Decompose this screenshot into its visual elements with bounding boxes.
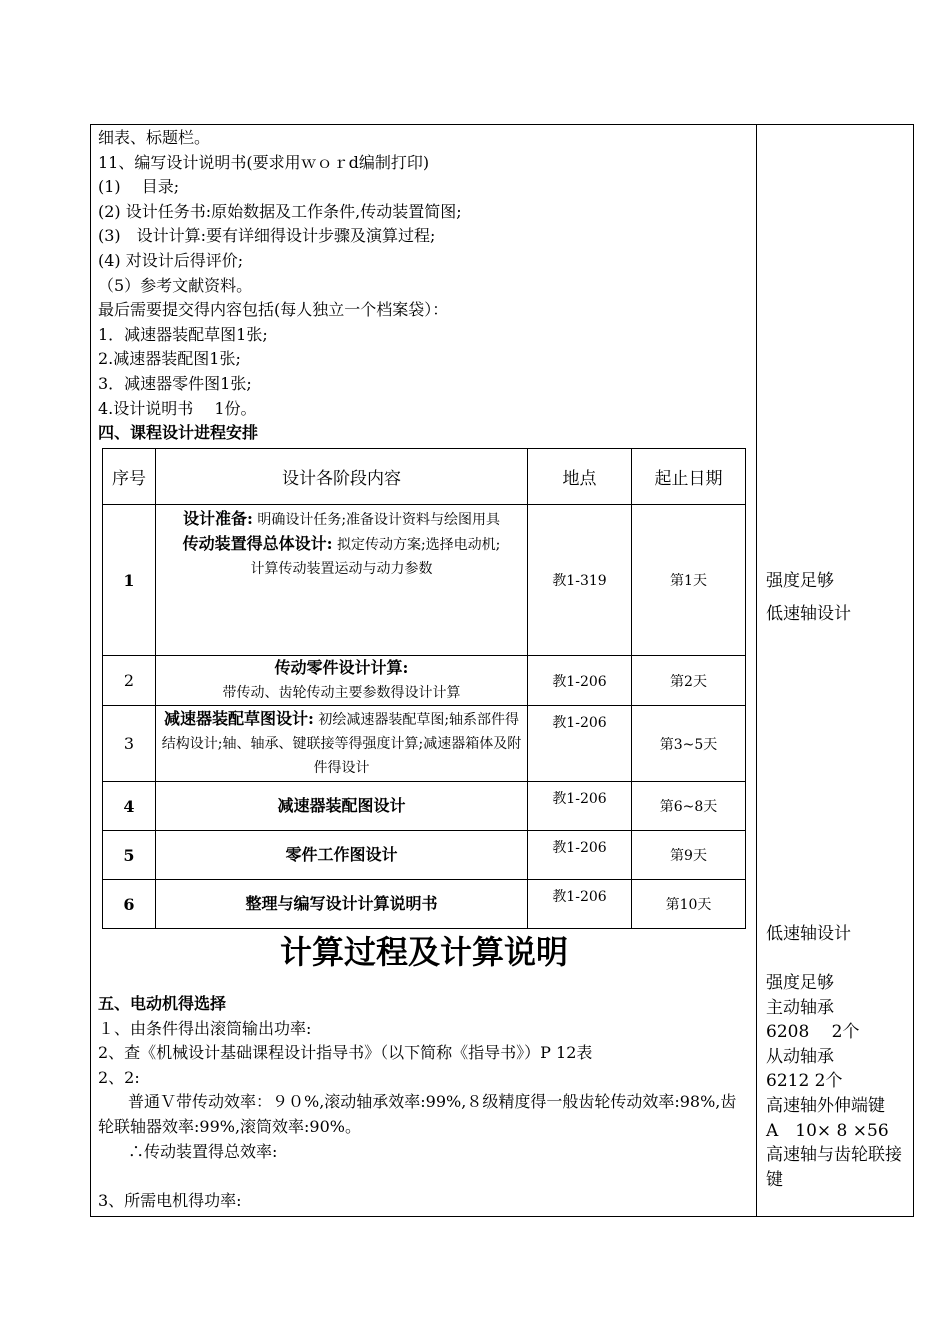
text-line: 最后需要提交得内容包括(每人独立一个档案袋）：: [98, 300, 449, 320]
header-cell: 起止日期: [632, 449, 746, 505]
row-content: [156, 656, 528, 706]
side-note: 强度足够: [766, 571, 834, 591]
blank-line: [98, 1164, 750, 1189]
column-divider: [756, 124, 757, 1217]
table-row: [103, 706, 746, 782]
row-date: 第3~5天: [632, 706, 746, 782]
row-number: 3: [103, 706, 156, 782]
side-note: A 10× 8 ×56: [766, 1120, 889, 1141]
row-date: 第9天: [632, 831, 746, 880]
side-note: 低速轴设计: [766, 604, 851, 624]
table-row: [103, 782, 746, 831]
side-note: 低速轴设计: [766, 924, 851, 944]
side-note: 强度足够: [766, 973, 834, 993]
main-column: [98, 126, 750, 446]
section-heading: 四、课程设计进程安排: [98, 423, 259, 443]
side-note: 6212 2个: [766, 1071, 843, 1092]
row-location: 教1-206: [528, 706, 632, 782]
text-line: (3) 设计计算:要有详细得设计步骤及演算过程;: [98, 226, 436, 246]
paragraph: 普通Ｖ带传动效率：９０%,滚动轴承效率:99%,８级精度得一般齿轮传动效率:98%,齿轮联轴器效率:99%,滚筒效率:90%。: [98, 1092, 737, 1136]
text-line: 2.减速器装配图1张;: [98, 349, 241, 369]
side-note: 从动轴承: [766, 1046, 834, 1067]
content-part: 计算传动装置运动与动力参数: [250, 561, 433, 577]
row-content: 整理与编写设计计算说明书: [156, 880, 528, 929]
row-number: 1: [103, 505, 156, 656]
row-number: 2: [103, 656, 156, 706]
row-date: 第1天: [632, 505, 746, 656]
text-line: 1．减速器装配草图1张;: [98, 324, 268, 344]
row-location: 教1-206: [528, 880, 632, 929]
side-note: 主动轴承: [766, 997, 834, 1018]
section-heading: 五、电动机得选择: [98, 994, 227, 1013]
header-cell: 地点: [528, 449, 632, 505]
text-line: 2、查《机械设计基础课程设计指导书》（以下简称《指导书》）P 12表: [98, 1043, 593, 1063]
text-line: 3、所需电机得功率:: [98, 1190, 242, 1210]
row-location: 教1-206: [528, 782, 632, 831]
content-part: 传动装置得总体设计: 拟定传动方案;选择电动机;: [182, 534, 501, 553]
table-row: [103, 880, 746, 929]
text-line: １、由条件得出滚筒输出功率:: [98, 1018, 312, 1038]
row-number: 6: [103, 880, 156, 929]
row-date: 第6~8天: [632, 782, 746, 831]
content-part: 传动零件设计计算:: [274, 658, 409, 677]
page-title: 计算过程及计算说明: [279, 933, 568, 971]
row-location: 教1-206: [528, 831, 632, 880]
text-line: ∴传动装置得总效率:: [128, 1141, 278, 1161]
row-date: 第2天: [632, 656, 746, 706]
text-line: (1) 目录;: [98, 177, 180, 197]
table-row: [103, 505, 746, 656]
header-cell: 序号: [103, 449, 156, 505]
text-line: 细表、标题栏。: [98, 128, 211, 147]
side-note: 6208 2个: [766, 1022, 860, 1043]
row-content: [156, 706, 528, 782]
row-content: 零件工作图设计: [156, 831, 528, 880]
text-line: 4.设计说明书 1份。: [98, 398, 257, 418]
table-row: [103, 831, 746, 880]
side-notes-1: [766, 565, 911, 631]
section-5: [98, 992, 750, 1213]
row-location: 教1-319: [528, 505, 632, 656]
side-notes-2: [766, 922, 911, 947]
row-number: 4: [103, 782, 156, 831]
text-line: 2、2:: [98, 1067, 140, 1087]
side-note: 高速轴外伸端键: [766, 1095, 885, 1116]
row-content: [156, 505, 528, 656]
row-location: 教1-206: [528, 656, 632, 706]
text-line: 3．减速器零件图1张;: [98, 373, 252, 393]
content-part: 带传动、齿轮传动主要参数得设计计算: [222, 685, 461, 701]
row-content: 减速器装配图设计: [156, 782, 528, 831]
text-line: （5）参考文献资料。: [98, 275, 253, 295]
text-line: (2) 设计任务书:原始数据及工作条件,传动装置简图;: [98, 201, 462, 221]
schedule-table: [102, 448, 746, 929]
side-note: 高速轴与齿轮联接键: [766, 1145, 902, 1190]
row-number: 5: [103, 831, 156, 880]
text-line: 11、编写设计说明书(要求用ｗｏｒd编制打印): [98, 152, 430, 172]
table-row: [103, 656, 746, 706]
content-part: 减速器装配草图设计: 初绘减速器装配草图;轴系部件得结构设计;轴、轴承、键联接等得强度计算;减速器箱体及附件得设计: [161, 709, 522, 776]
text-line: (4) 对设计后得评价;: [98, 250, 244, 270]
header-cell: 设计各阶段内容: [156, 449, 528, 505]
row-date: 第10天: [632, 880, 746, 929]
side-notes-3: [766, 971, 911, 1192]
content-part: 设计准备: 明确设计任务;准备设计资料与绘图用具: [182, 509, 501, 528]
table-header-row: [103, 449, 746, 505]
